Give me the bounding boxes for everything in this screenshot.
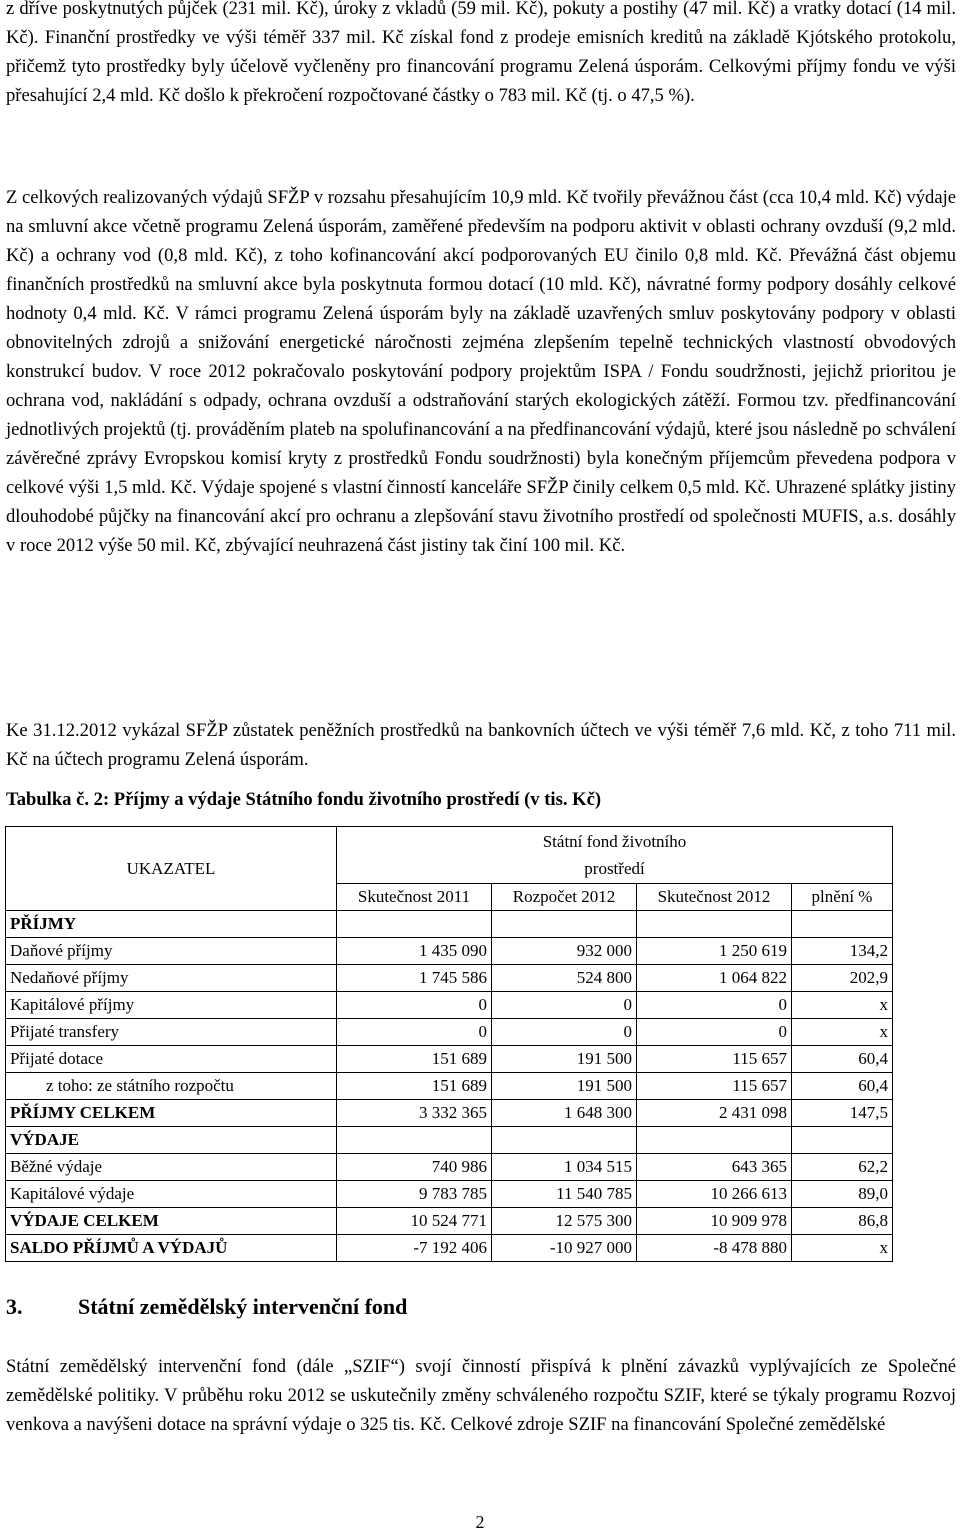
- cell-value: 643 365: [637, 1154, 792, 1181]
- group-header: Státní fond životního prostředí: [542, 832, 687, 878]
- table-row: [6, 938, 893, 965]
- cell-value: 1 648 300: [492, 1100, 637, 1127]
- cell-value: 0: [337, 1019, 492, 1046]
- sfzp-table: [5, 826, 893, 1262]
- indicator-header: UKAZATEL: [6, 827, 337, 911]
- table-row: [6, 1046, 893, 1073]
- cell-value: 3 332 365: [337, 1100, 492, 1127]
- table-caption: Tabulka č. 2: Příjmy a výdaje Státního fondu životního prostředí (v tis. Kč): [6, 789, 602, 810]
- table-row: [6, 1019, 893, 1046]
- row-label: PŘÍJMY: [6, 911, 337, 938]
- cell-value: 151 689: [337, 1073, 492, 1100]
- section-number: 3.: [6, 1294, 23, 1319]
- cell-value: 191 500: [492, 1046, 637, 1073]
- row-label: Kapitálové příjmy: [6, 992, 337, 1019]
- cell-value: -10 927 000: [492, 1235, 637, 1262]
- row-label: Nedaňové příjmy: [6, 965, 337, 992]
- cell-value: 115 657: [637, 1073, 792, 1100]
- cell-value: 9 783 785: [337, 1181, 492, 1208]
- row-label: VÝDAJE CELKEM: [6, 1208, 337, 1235]
- cell-value: 89,0: [792, 1181, 893, 1208]
- paragraph-expenditure: Z celkových realizovaných výdajů SFŽP v rozsahu přesahujícím 10,9 mld. Kč tvořily převážnou část (cca 10,4 mld. Kč) výdaje na smluvní akce včetně programu Zelená úsporám, zaměřené především na podporu aktivit v oblasti ochrany ovzduší (9,2 mld. Kč) a ochrany vod (0,8 mld. Kč), z toho kofinancování akcí podporovaných EU činilo 0,8 mld. Kč. Převážná část objemu finančních prostředků na smluvní akce byla poskytnuta formou dotací (10 mld. Kč), návratné formy podpory dosáhly celkové hodnoty 0,4 mld. Kč. V rámci programu Zelená úsporám byly na základě uzavřených smluv poskytovány podpory v oblasti obnovitelných zdrojů a snižování energetické náročnosti zejména zlepšením tepelně technických vlastností obvodových konstrukcí budov. V roce 2012 pokračovalo poskytování podpory projektům ISPA / Fondu soudržnosti, jejichž prioritou je ochrana vod, nakládání s odpady, ochrana ovzduší a odstraňování starých ekologických zátěží. Formou tzv. předfinancování jednotlivých projektů (tj. prováděním plateb na spolufinancování a na předfinancování výdajů, které jsou následně po schválení závěrečné zprávy Evropskou komisí kryty z prostředků Fondu soudržnosti) byla konečným příjemcům převedena podpora v celkové výši 1,5 mld. Kč. Výdaje spojené s vlastní činností kanceláře SFŽP činily celkem 0,5 mld. Kč. Uhrazené splátky jistiny dlouhodobé půjčky na financování akcí pro ochranu a zlepšování stavu životního prostředí od společnosti MUFIS, a.s. dosáhly v roce 2012 výše 50 mil. Kč, zbývající neuhrazená část jistiny tak činí 100 mil. Kč.: [6, 187, 956, 556]
- cell-value: 1 250 619: [637, 938, 792, 965]
- row-label: z toho: ze státního rozpočtu: [6, 1073, 337, 1100]
- cell-value: -8 478 880: [637, 1235, 792, 1262]
- cell-value: 191 500: [492, 1073, 637, 1100]
- cell-value: -7 192 406: [337, 1235, 492, 1262]
- cell-value: 1 745 586: [337, 965, 492, 992]
- col-header: Skutečnost 2011: [337, 884, 492, 911]
- table-row: [6, 1235, 893, 1262]
- row-label: VÝDAJE: [6, 1127, 337, 1154]
- cell-value: 932 000: [492, 938, 637, 965]
- cell-value: x: [792, 1019, 893, 1046]
- cell-value: 62,2: [792, 1154, 893, 1181]
- table-row: [6, 1127, 893, 1154]
- cell-value: [337, 911, 492, 938]
- section-heading: [6, 1294, 407, 1320]
- table-row: [6, 1208, 893, 1235]
- cell-value: 151 689: [337, 1046, 492, 1073]
- row-label: Přijaté transfery: [6, 1019, 337, 1046]
- cell-value: 86,8: [792, 1208, 893, 1235]
- cell-value: [492, 1127, 637, 1154]
- col-header: plnění %: [792, 884, 893, 911]
- cell-value: [792, 911, 893, 938]
- cell-value: x: [792, 1235, 893, 1262]
- table-row: [6, 965, 893, 992]
- cell-value: 0: [637, 1019, 792, 1046]
- table-row: [6, 1181, 893, 1208]
- table-row: [6, 1154, 893, 1181]
- cell-value: 0: [337, 992, 492, 1019]
- cell-value: 134,2: [792, 938, 893, 965]
- table-row: [6, 1073, 893, 1100]
- cell-value: 2 431 098: [637, 1100, 792, 1127]
- cell-value: 115 657: [637, 1046, 792, 1073]
- paragraph-szif: Státní zemědělský intervenční fond (dále „SZIF“) svojí činností přispívá k plnění závazků vyplývajících ze Společné zemědělské politiky. V průběhu roku 2012 se uskutečnily změny schváleného rozpočtu SZIF, které se týkaly programu Rozvoj venkova a navýšeni dotace na správní výdaje o 325 tis. Kč. Celkové zdroje SZIF na financování Společné zemědělské: [6, 1356, 956, 1435]
- row-label: PŘÍJMY CELKEM: [6, 1100, 337, 1127]
- row-label: Běžné výdaje: [6, 1154, 337, 1181]
- cell-value: x: [792, 992, 893, 1019]
- table-row: [6, 911, 893, 938]
- table-header-row: [6, 827, 893, 884]
- cell-value: 147,5: [792, 1100, 893, 1127]
- cell-value: [792, 1127, 893, 1154]
- cell-value: 12 575 300: [492, 1208, 637, 1235]
- cell-value: [637, 911, 792, 938]
- table-row: [6, 992, 893, 1019]
- cell-value: 10 266 613: [637, 1181, 792, 1208]
- cell-value: 1 435 090: [337, 938, 492, 965]
- cell-value: [337, 1127, 492, 1154]
- paragraph-balance: Ke 31.12.2012 vykázal SFŽP zůstatek peněžních prostředků na bankovních účtech ve výši téměř 7,6 mld. Kč, z toho 711 mil. Kč na účtech programu Zelená úsporám.: [6, 720, 956, 770]
- cell-value: 60,4: [792, 1073, 893, 1100]
- cell-value: [492, 911, 637, 938]
- col-header: Rozpočet 2012: [492, 884, 637, 911]
- paragraph-revenue: z dříve poskytnutých půjček (231 mil. Kč), úroky z vkladů (59 mil. Kč), pokuty a postihy (47 mil. Kč) a vratky dotací (14 mil. Kč). Finanční prostředky ve výši téměř 337 mil. Kč získal fond z prodeje emisních kreditů na základě Kjótského protokolu, přičemž tyto prostředky byly účelově vyčleněny pro financování programu Zelená úsporám. Celkovými příjmy fondu ve výši přesahující 2,4 mld. Kč došlo k překročení rozpočtované částky o 783 mil. Kč (tj. o 47,5 %).: [6, 0, 956, 106]
- row-label: Přijaté dotace: [6, 1046, 337, 1073]
- cell-value: 1 034 515: [492, 1154, 637, 1181]
- row-label: SALDO PŘÍJMŮ A VÝDAJŮ: [6, 1235, 337, 1262]
- cell-value: 0: [637, 992, 792, 1019]
- page-number: 2: [475, 1512, 485, 1532]
- cell-value: 60,4: [792, 1046, 893, 1073]
- cell-value: 10 909 978: [637, 1208, 792, 1235]
- cell-value: [637, 1127, 792, 1154]
- cell-value: 740 986: [337, 1154, 492, 1181]
- row-label: Daňové příjmy: [6, 938, 337, 965]
- row-label: Kapitálové výdaje: [6, 1181, 337, 1208]
- cell-value: 524 800: [492, 965, 637, 992]
- cell-value: 202,9: [792, 965, 893, 992]
- cell-value: 1 064 822: [637, 965, 792, 992]
- col-header: Skutečnost 2012: [637, 884, 792, 911]
- cell-value: 10 524 771: [337, 1208, 492, 1235]
- cell-value: 0: [492, 992, 637, 1019]
- cell-value: 11 540 785: [492, 1181, 637, 1208]
- section-title: Státní zemědělský intervenční fond: [78, 1294, 408, 1319]
- cell-value: 0: [492, 1019, 637, 1046]
- table-row: [6, 1100, 893, 1127]
